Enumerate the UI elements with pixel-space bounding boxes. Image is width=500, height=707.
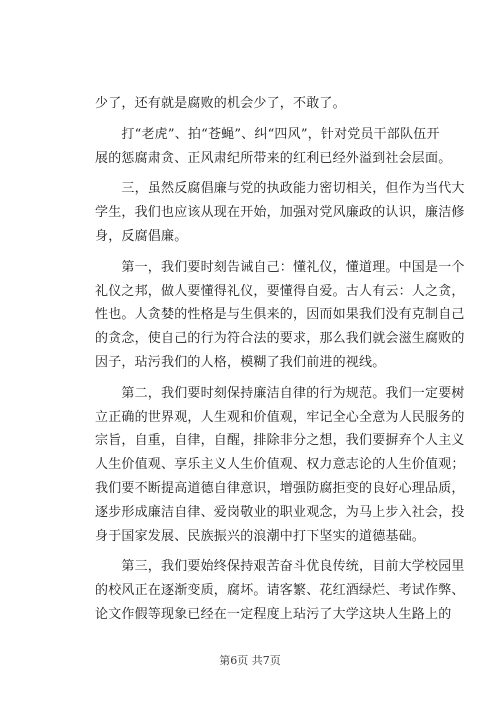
text-line: 展的惩腐肃贪、正风肃纪所带来的红利已经外溢到社会层面。: [95, 150, 452, 166]
paragraph: [95, 177, 465, 248]
text-line: 因子，玷污我们的人格，模糊了我们前进的视线。: [95, 354, 386, 370]
text-line: 的校风正在逐渐变质，腐坏。请客繁、花红酒绿烂、考试作弊、: [95, 583, 465, 599]
text-line: 我们要不断提高道德自律意识，增强防腐拒变的良好心理品质，: [95, 480, 465, 496]
text-line: 的贪念，使自己的行为符合法的要求，那么我们就会滋生腐败的: [95, 331, 465, 347]
paragraph: [95, 256, 465, 375]
text-line: 逐步形成廉洁自律、爱岗敬业的职业观念，为马上步入社会，投: [95, 504, 465, 520]
text-line: 三，虽然反腐倡廉与党的执政能力密切相关，但作为当代大: [95, 181, 465, 197]
text-line: 第一，我们要时刻告诫自己：懂礼仪，懂道理。中国是一个: [95, 259, 465, 275]
paragraph: [95, 382, 465, 549]
text-line: 少了，还有就是腐败的机会少了，不敢了。: [95, 96, 346, 111]
text-line: 论文作假等现象已经在一定程度上玷污了大学这块人生路上的: [95, 606, 452, 622]
text-line: 宗旨，自重，自律，自醒，排除非分之想，我们要摒弃个人主义: [95, 433, 465, 449]
paragraph: [95, 92, 433, 116]
text-line: 性也。人贪婪的性格是与生俱来的，因而如果我们没有克制自己: [95, 307, 465, 323]
page-footer: 第6页 共7页: [219, 654, 281, 667]
text-line: 人生价值观、享乐主义人生价值观、权力意志论的人生价值观；: [95, 457, 465, 473]
text-line: 立正确的世界观，人生观和价值观，牢记全心全意为人民服务的: [95, 409, 465, 425]
paragraph: [95, 555, 465, 626]
text-line: 礼仪之邦，做人要懂得礼仪，要懂得自爱。古人有云：人之贪，: [95, 283, 465, 299]
text-line: 第二，我们要时刻保持廉洁自律的行为规范。我们一定要树: [95, 385, 465, 401]
text-line: 学生，我们也应该从现在开始，加强对党风廉政的认识，廉洁修: [95, 205, 465, 221]
text-line: 打“老虎”、拍“苍蝇”、纠“四风”，针对党员干部队伍开: [95, 126, 440, 142]
paragraph: [95, 123, 452, 171]
text-line: 身，反腐倡廉。: [95, 228, 188, 244]
text-line: 身于国家发展、民族振兴的浪潮中打下坚实的道德基础。: [95, 528, 426, 544]
text-line: 第三，我们要始终保持艰苦奋斗优良传统，目前大学校园里: [95, 559, 465, 575]
document-body: [95, 92, 465, 634]
